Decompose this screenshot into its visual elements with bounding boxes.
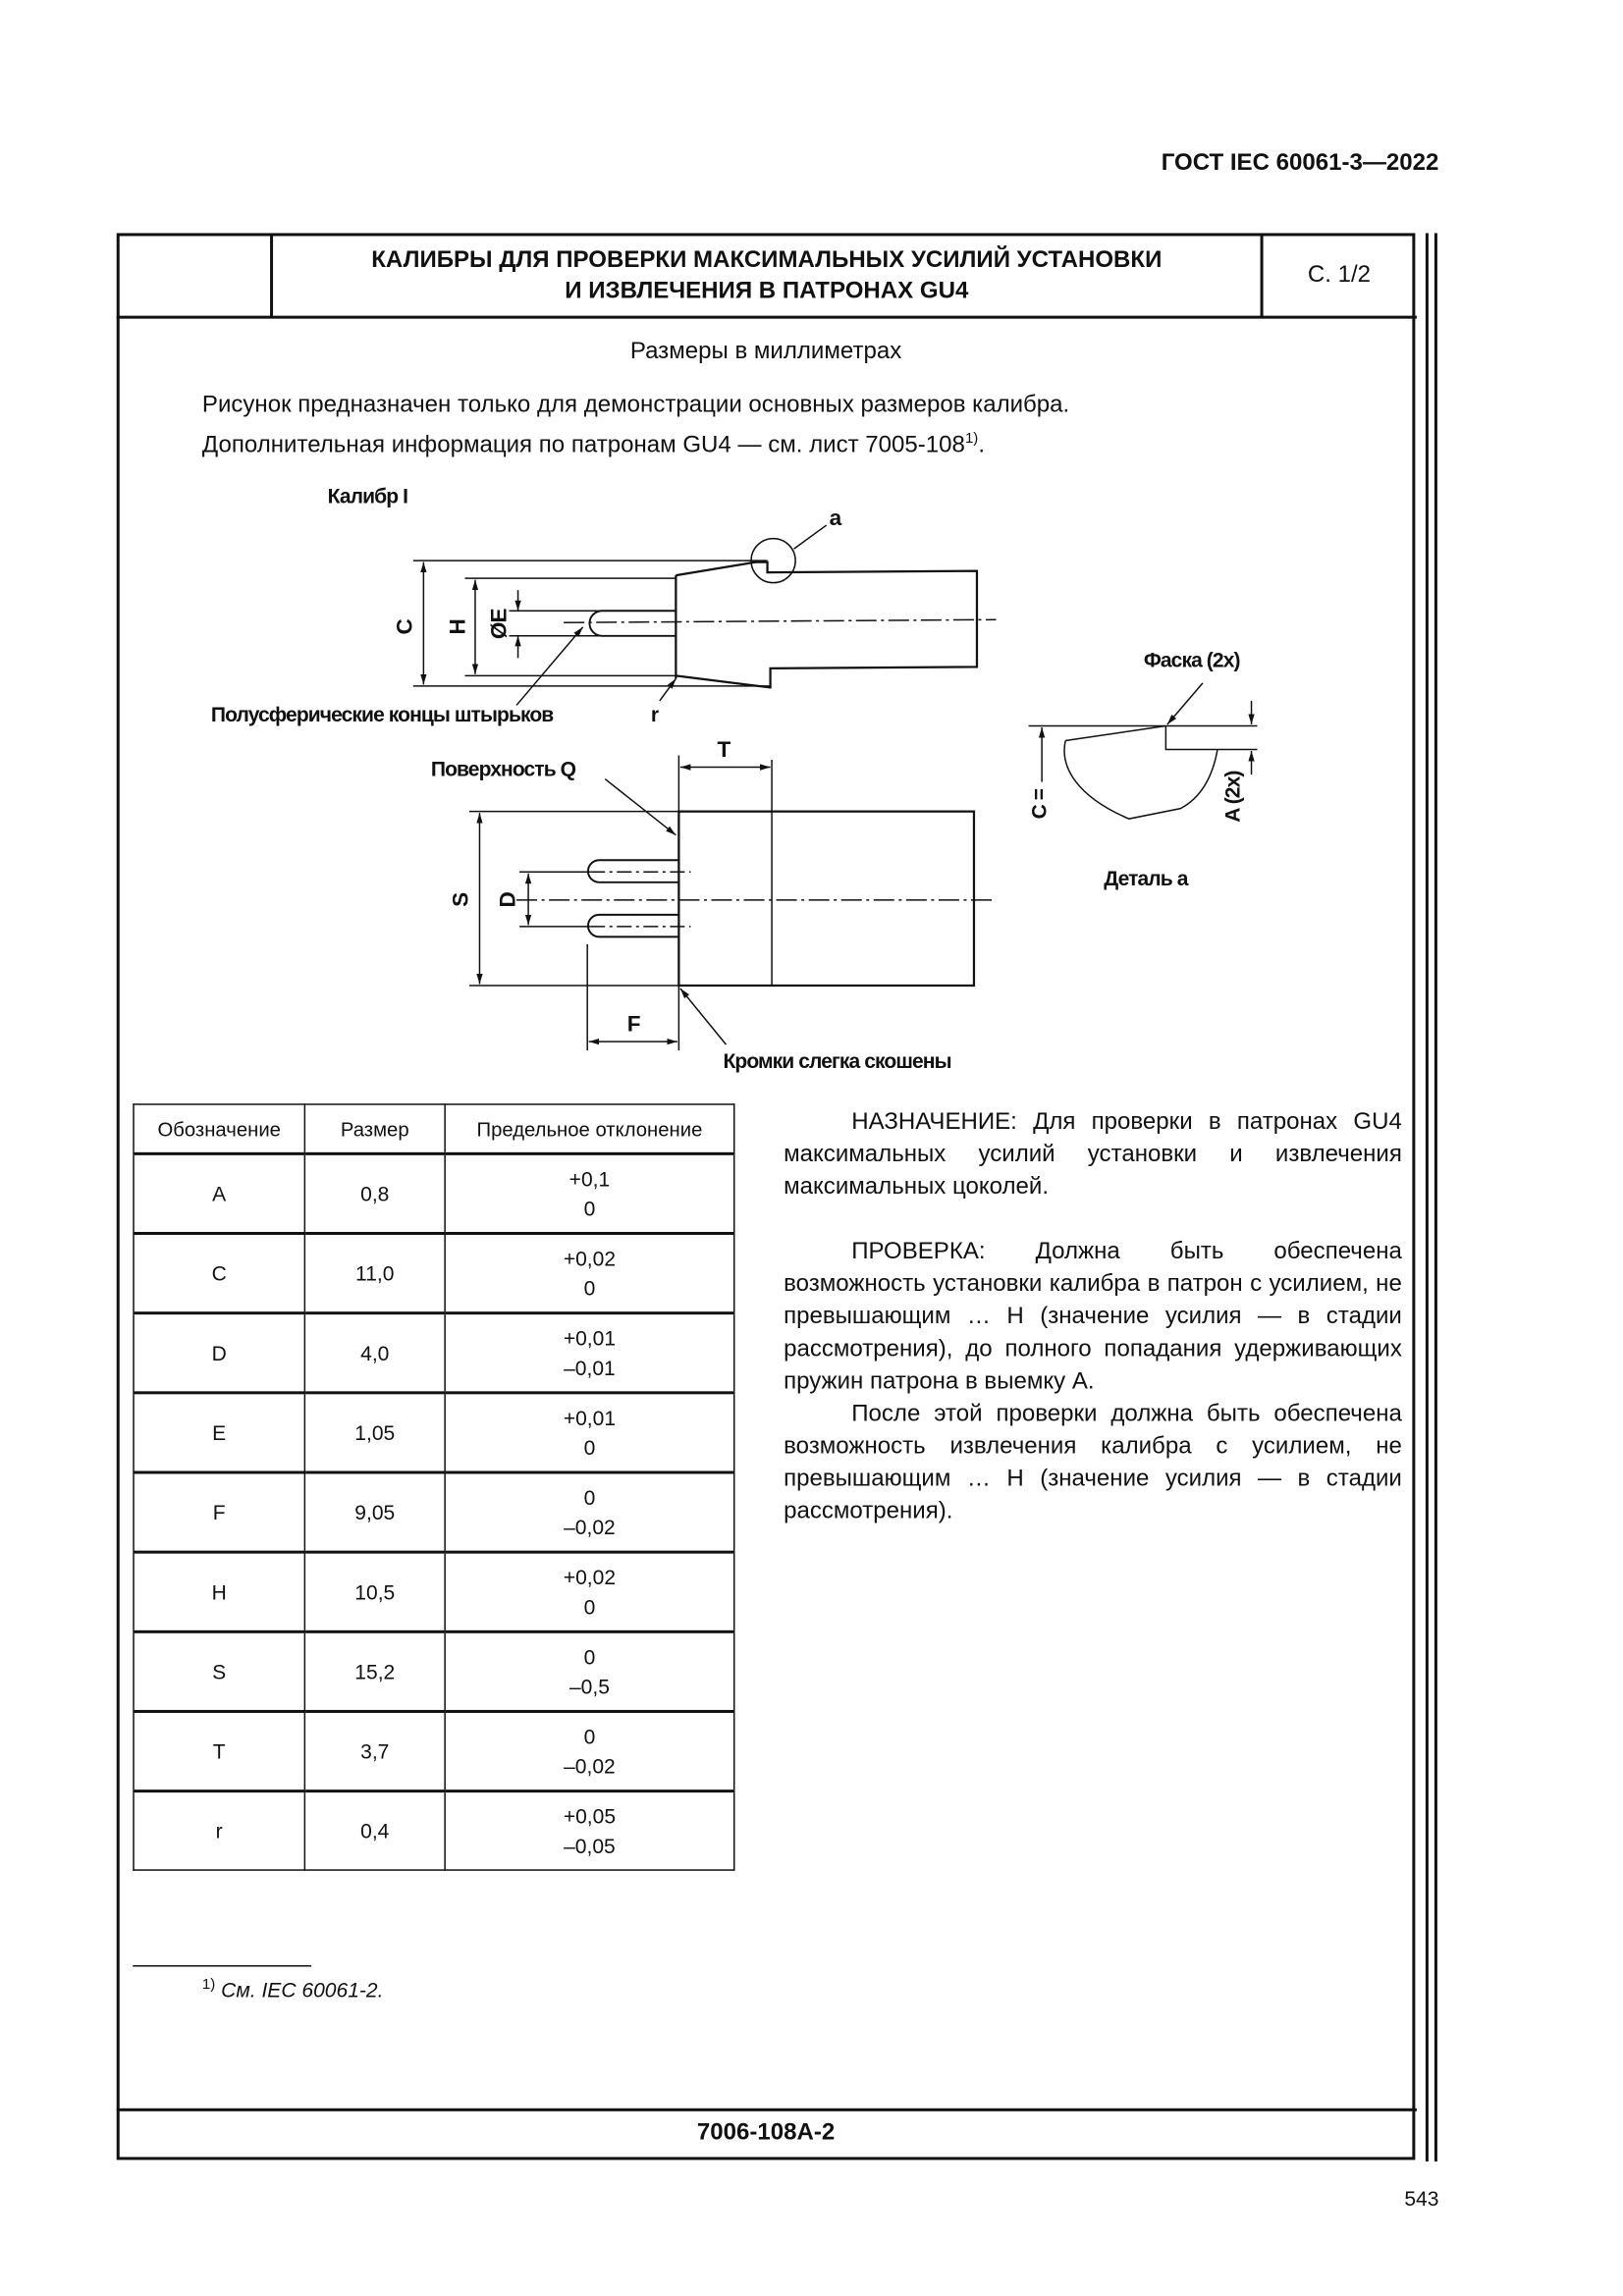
detail-A-label: A (2x) [1221,771,1245,823]
cell-symbol: C [134,1234,304,1313]
detail-label: Деталь a [1104,867,1188,890]
intro-line-1: Рисунок предназначен только для демонстрации основных размеров калибра. [201,392,1070,418]
cell-size: 9,05 [304,1472,445,1552]
after-check-paragraph: После этой проверки должна быть обеспечена возможность извлечения калибра с усилием, не превышающим … Н (значение усилия — в стадии рассмотрения). [784,1401,1402,1524]
tolerance-upper: +0,01 [563,1326,617,1351]
tolerance-lower: –0,02 [564,1515,616,1539]
cell-size: 0,4 [304,1791,445,1870]
col-header-tolerance: Предельное отклонение [445,1104,734,1153]
page-number: 543 [1404,2186,1439,2211]
standard-designation: ГОСТ IEC 60061-3—2022 [1161,150,1439,176]
cell-symbol: r [134,1791,304,1870]
col-header-size: Размер [304,1104,445,1153]
footnote: $^{1)}$ См. IEC 60061-2. [201,1977,384,2002]
surface-label: Поверхность Q [430,758,576,781]
check-paragraph: ПРОВЕРКА: Должна быть обеспечена возможность установки калибра в патрон с усилием, не превышающим … Н (значение усилия — в стадии рассмотрения), до полного попадания удерживающих пружин патрона в выемку А. [784,1239,1402,1395]
tolerance-upper: +0,05 [563,1804,617,1829]
tolerance-upper: +0,1 [568,1166,611,1191]
sheet-page-ref: С. 1/2 [1307,261,1372,288]
cell-symbol: T [134,1711,304,1790]
tolerance-lower: –0,02 [564,1754,616,1779]
dim-D-label: D [495,892,520,908]
cell-size: 15,2 [304,1631,445,1711]
pins-label: Полусферические концы штырьков [210,703,554,726]
cell-size: 0,8 [304,1153,445,1233]
gauge-side-view [469,756,997,1051]
table-row [134,1472,734,1552]
col-header-symbol: Обозначение [134,1104,304,1153]
cell-tolerance [445,1552,734,1631]
cell-symbol: A [134,1153,304,1233]
table-row [134,1711,734,1790]
tolerance-lower: –0,01 [564,1356,616,1380]
table-row [134,1791,734,1870]
detail-C-label: C = [1028,788,1052,820]
sheet-code: 7006-108A-2 [696,2119,836,2146]
cell-size: 4,0 [304,1313,445,1393]
dim-H-label: H [445,619,470,635]
dim-F-label: F [626,1011,640,1037]
dimensions-table [133,1103,734,1871]
code-row-divider [117,2109,1417,2111]
dim-E-label: ØE [486,609,512,640]
footnote-separator [133,1965,311,1967]
tolerance-lower: –0,05 [564,1834,616,1858]
table-row [134,1631,734,1711]
dim-C-label: C [392,619,417,635]
footnote-ref: 1) [964,430,979,448]
tolerance-upper: +0,02 [563,1247,617,1271]
edges-label: Кромки слегка скошены [723,1050,951,1074]
table-row [134,1552,734,1631]
sheet-title: КАЛИБРЫ ДЛЯ ПРОВЕРКИ МАКСИМАЛЬНЫХ УСИЛИЙ УСТАНОВКИ И ИЗВЛЕЧЕНИЯ В ПАТРОНАХ GU4 [371,246,1163,303]
cell-size: 1,05 [304,1393,445,1472]
tolerance-lower: 0 [583,1276,596,1301]
footnote-text: См. IEC 60061-2. [221,1978,384,2002]
cell-symbol: F [134,1472,304,1552]
gauge-drawing [0,0,1623,1121]
cell-tolerance [445,1153,734,1233]
chamfer-label: Фаска (2x) [1143,649,1240,672]
tolerance-upper: 0 [583,1644,596,1669]
cell-tolerance [445,1631,734,1711]
tolerance-upper: +0,01 [563,1406,617,1430]
tolerance-upper: +0,02 [563,1565,617,1589]
tolerance-lower: 0 [583,1435,596,1460]
gauge-label: Калибр I [327,485,408,508]
cell-symbol: S [134,1631,304,1711]
table-row [134,1393,734,1472]
cell-tolerance [445,1472,734,1552]
cell-symbol: H [134,1552,304,1631]
cell-tolerance [445,1791,734,1870]
cell-tolerance [445,1393,734,1472]
table-row [134,1313,734,1393]
description-text [784,1106,1402,1528]
cell-tolerance [445,1711,734,1790]
cell-size: 10,5 [304,1552,445,1631]
tolerance-upper: 0 [583,1485,596,1510]
detail-marker: a [829,506,841,531]
dim-T-label: T [717,737,730,763]
cell-size: 11,0 [304,1234,445,1313]
tolerance-lower: 0 [583,1196,596,1220]
tolerance-lower: –0,5 [568,1674,610,1698]
tolerance-lower: 0 [583,1594,596,1619]
tolerance-upper: 0 [583,1725,596,1749]
intro-text: Рисунок предназначен только для демонстрации основных размеров калибра. Дополнительная информация по патронам GU4 — см. лист 7005-108$^{1)}$. [202,388,1069,462]
cell-tolerance [445,1234,734,1313]
cell-size: 3,7 [304,1711,445,1790]
purpose-paragraph: НАЗНАЧЕНИЕ: Для проверки в патронах GU4 максимальных усилий установки и извлечения максимальных цоколей. [784,1109,1402,1200]
table-row [134,1153,734,1233]
dim-r-label: r [650,703,659,726]
dim-S-label: S [448,892,473,907]
intro-line-2: Дополнительная информация по патронам GU4 — см. лист 7005-108 [201,432,965,458]
cell-symbol: D [134,1313,304,1393]
table-row [134,1234,734,1313]
dimensions-note: Размеры в миллиметрах [629,339,902,365]
cell-tolerance [445,1313,734,1393]
cell-symbol: E [134,1393,304,1472]
